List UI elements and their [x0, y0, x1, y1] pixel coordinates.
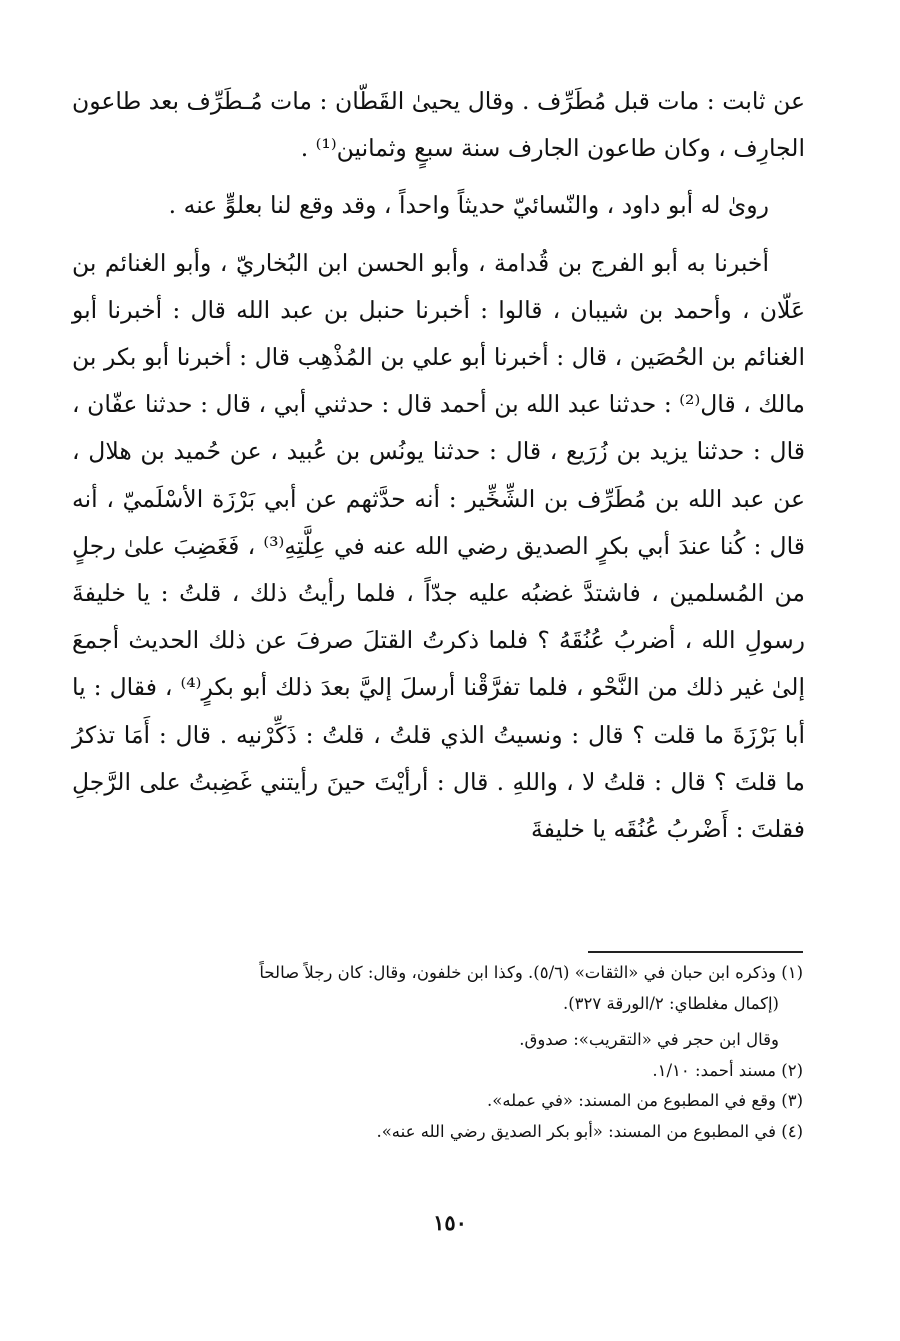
- main-text: [72, 78, 805, 853]
- footnotes: [72, 958, 803, 1147]
- footnote-3: (٣) وقع في المطبوع من المسند: «في عمله».: [486, 1091, 803, 1110]
- footnote-separator: [588, 951, 803, 953]
- paragraph: عن ثابت : مات قبل مُطَرِّف . وقال يحيىٰ القَطّان : مات مُـطَرِّف بعد طاعون الجارِف ، وكان طاعون الجارف سنة سبعٍ وثمانين⁽¹⁾ .: [72, 87, 805, 163]
- footnote-1-note: وقال ابن حجر في «التقريب»: صدوق.: [519, 1030, 779, 1049]
- paragraph: أخبرنا به أبو الفرج بن قُدامة ، وأبو الحسن ابن البُخاريّ ، وأبو الغنائم بن عَلّان ، وأحمد بن شيبان ، قالوا : أخبرنا حنبل بن عبد الله قال : أخبرنا أبو الغنائم بن الحُصَين ، قال : أخبرنا أبو علي بن المُذْهِب قال : أخبرنا أبو بكر بن مالك ، قال⁽²⁾ : حدثنا عبد الله بن أحمد قال : حدثني أبي ، قال : حدثنا عفّان ، قال : حدثنا يزيد بن زُرَيع ، قال : حدثنا يونُس بن عُبيد ، عن حُميد بن هلال ، عن عبد الله بن مُطَرِّف بن الشِّخِّير : أنه حدَّثهم عن أبي بَرْزَة الأسْلَميّ ، أنه قال : كُنا عندَ أبي بكرٍ الصديق رضي الله عنه في عِلَّتِهِ⁽³⁾ ، فَغَضِبَ علىٰ رجلٍ من المُسلمين ، فاشتدَّ غضبُه عليه جدّاً ، فلما رأيتُ ذلك ، قلتُ : يا خليفةَ رسولِ الله ، أضربُ عُنُقَهُ ؟ فلما ذكرتُ القتلَ صرفَ عن ذلك الحديث أجمعَ إلىٰ غير ذلك من النَّحْو ، فلما تفرَّقْنا أرسلَ إليَّ بعدَ ذلك أبو بكرٍ⁽⁴⁾ ، فقال : يا أبا بَرْزَةَ ما قلت ؟ قال : ونسيتُ الذي قلتُ ، قلتُ : ذَكِّرْنيه . قال : أَمَا تذكرُ ما قلتَ ؟ قال : قلتُ لا ، واللهِ . قال : أرأيْتَ حينَ رأيتني غَضِبتُ على الرَّجلِ فقلتَ : أَضْربُ عُنُقَه يا خليفةَ: [72, 248, 806, 844]
- footnote-4: (٤) في المطبوع من المسند: «أبو بكر الصديق رضي الله عنه».: [376, 1121, 803, 1141]
- page-number: ١٥٠: [433, 1210, 467, 1235]
- footnote-1: (١) وذكره ابن حبان في «الثقات» (٥/٦). وكذا ابن خلفون، وقال: كان رجلاً صالحاً: [259, 963, 803, 982]
- footnote-1-continuation: (إكمال مغلطاي: ٢/الورقة ٣٢٧).: [562, 993, 779, 1013]
- paragraph: رویٰ له أبو داود ، والنّسائيّ حديثاً واحداً ، وقد وقع لنا بعلوٍّ عنه .: [168, 191, 769, 220]
- footnote-2: (٢) مسند أحمد: ١/١٠.: [652, 1060, 803, 1080]
